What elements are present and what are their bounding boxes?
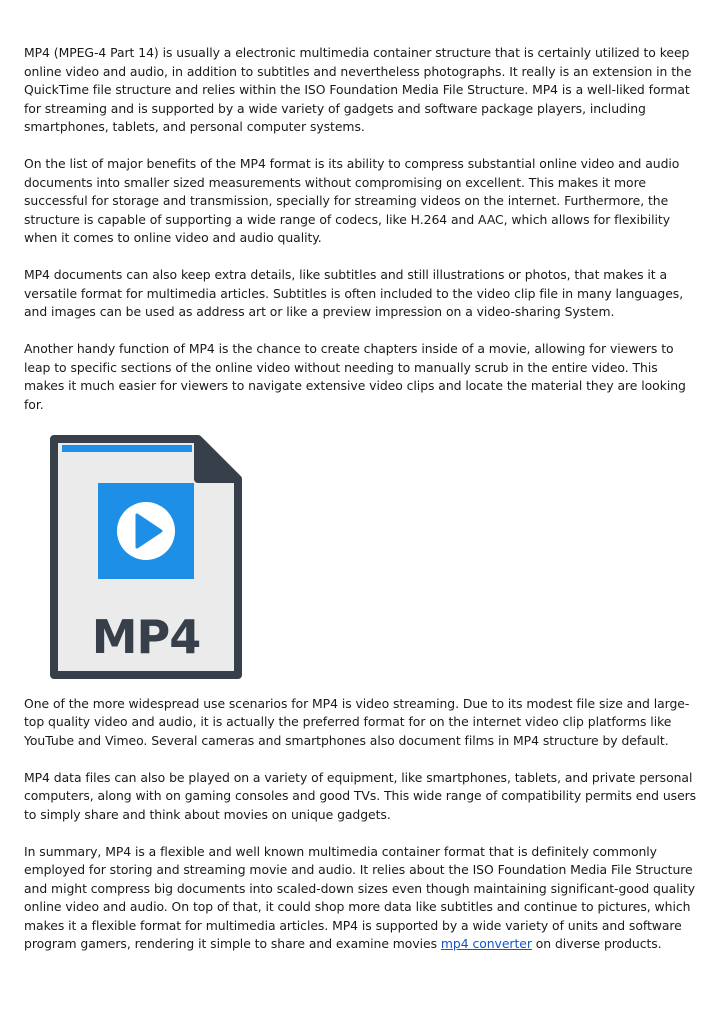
- paragraph-streaming: One of the more widespread use scenarios for MP4 is video streaming. Due to its modest file size and large-top quality video and audio, it is actually the preferred format for on the internet video clip platforms like YouTube and Vimeo. Several cameras and smartphones also document films in MP4 structure by default.: [24, 695, 690, 748]
- mp4-label: MP4: [91, 609, 201, 664]
- paragraph-subtitles: MP4 documents can also keep extra details, like subtitles and still illustrations or photos, that makes it a versatile format for multimedia articles. Subtitles is often included to the video clip file in many languages, and images can be used as address art or like a preview impression on a video-sharing System.: [24, 267, 684, 319]
- paragraph-summary: [24, 843, 700, 954]
- paragraph-chapters: Another handy function of MP4 is the chance to create chapters inside of a movie, allowing for viewers to leap to specific sections of the online video without needing to manually scrub in the entire video. This makes it much easier for viewers to navigate extensive video clips and locate the material they are looking for.: [24, 341, 686, 412]
- paragraph-intro: MP4 (MPEG-4 Part 14) is usually a electronic multimedia container structure that is certainly utilized to keep online video and audio, in addition to subtitles and nevertheless photographs. It really is an extension in the QuickTime file structure and relies within the ISO Foundation Media File Structure. MP4 is a well-liked format for streaming and is supported by a wide variety of gadgets and software package players, including smartphones, tablets, and personal computer systems.: [24, 45, 692, 134]
- paragraph-compatibility: MP4 data files can also be played on a variety of equipment, like smartphones, tablets, and private personal computers, along with on gaming consoles and good TVs. This wide range of compatibility permits end users to simply share and think about movies on unique gadgets.: [24, 769, 697, 822]
- paragraph-benefits: On the list of major benefits of the MP4 format is its ability to compress substantial online video and audio documents into smaller sized measurements without compromising on excellent. This makes it more successful for storage and transmission, specially for streaming videos on the internet. Furthermore, the structure is capable of supporting a wide range of codecs, like H.264 and AAC, which allows for flexibility when it comes to online video and audio quality.: [24, 156, 680, 245]
- mp4-converter-link[interactable]: mp4 converter: [440, 936, 532, 951]
- article-body: [24, 44, 700, 972]
- summary-tail: on diverse products.: [531, 936, 662, 951]
- summary-text: In summary, MP4 is a flexible and well known multimedia container format that is definitely commonly employed for storing and streaming movie and audio. It relies about the ISO Foundation Media File Structure and might compress big documents into scaled-down sizes even though maintaining significant-good quality online video and audio. On top of that, it could shop more data like subtitles and continue to pictures, which makes it a flexible format for multimedia articles. MP4 is supported by a wide variety of units and software program gamers, rendering it simple to share and examine movies: [24, 843, 696, 951]
- mp4-file-icon: [48, 433, 244, 681]
